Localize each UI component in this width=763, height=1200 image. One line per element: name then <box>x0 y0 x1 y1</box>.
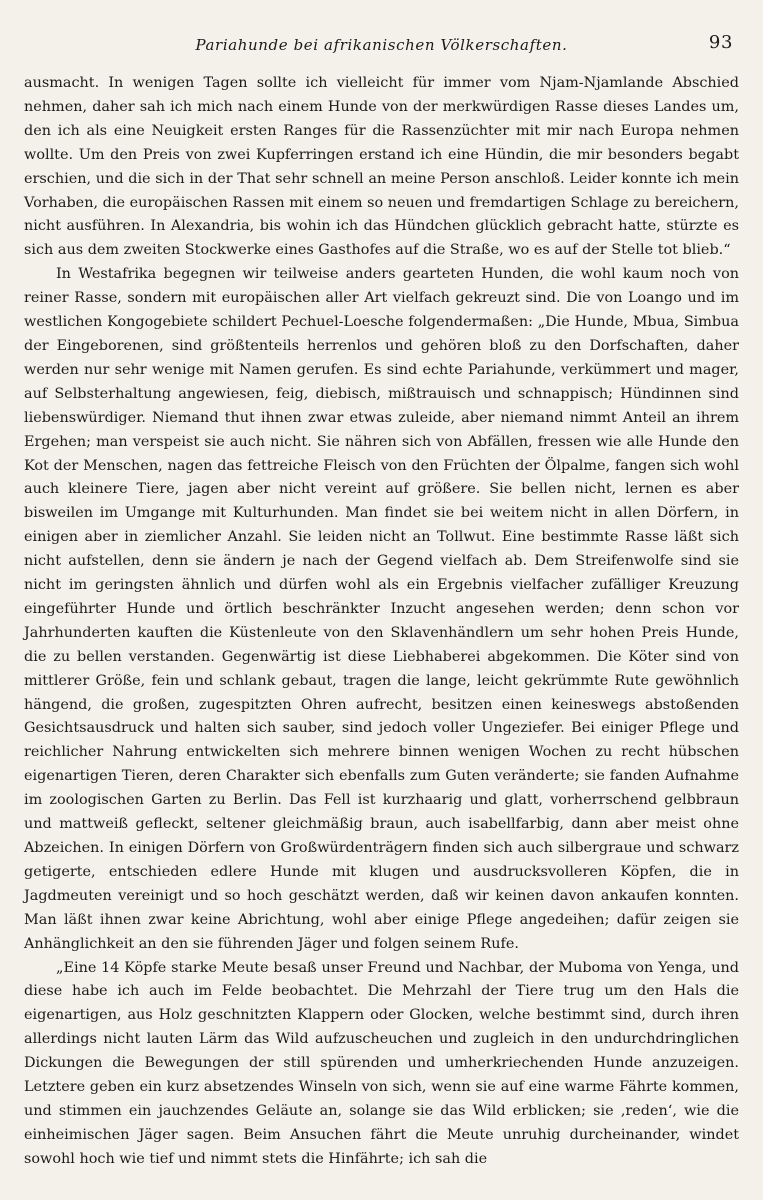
page-header <box>24 30 739 60</box>
paragraph-westafrika: In Westafrika begegnen wir teilweise anders gearteten Hunden, die wohl kaum noch von reiner Rasse, sondern mit europäischen aller Art vielfach gekreuzt sind. Die von Loango und im westlichen Kongogebiete schildert Pechuel-Loesche folgendermaßen: „Die Hunde, Mbua, Simbua der Eingeborenen, sind größtenteils herrenlos und gehören bloß zu den Dorfschaften, daher werden nur sehr wenige mit Namen gerufen. Es sind echte Pariahunde, verkümmert und mager, auf Selbsterhaltung angewiesen, feig, diebisch, mißtrauisch und schnappisch; Hündinnen sind liebenswürdiger. Niemand thut ihnen zwar etwas zuleide, aber niemand nimmt Anteil an ihrem Ergehen; man verspeist sie auch nicht. Sie nähren sich von Abfällen, fressen wie alle Hunde den Kot der Menschen, nagen das fettreiche Fleisch von den Früchten der Ölpalme, fangen sich wohl auch kleinere Tiere, jagen aber nicht vereint auf größere. Sie bellen nicht, lernen es aber bisweilen im Umgange mit Kulturhunden. Man findet sie bei weitem nicht in allen Dörfern, in einigen aber in ziemlicher Anzahl. Sie leiden nicht an Tollwut. Eine bestimmte Rasse läßt sich nicht aufstellen, denn sie ändern je nach der Gegend vielfach ab. Dem Streifenwolfe sind sie nicht im geringsten ähnlich und dürfen wohl als ein Ergebnis vielfacher zufälliger Kreuzung eingeführter Hunde und örtlich beschränkter Inzucht angesehen werden; denn schon vor Jahrhunderten kauften die Küstenleute von den Sklavenhändlern um sehr hohen Preis Hunde, die zu bellen verstanden. Gegenwärtig ist diese Liebhaberei abgekommen. Die Köter sind von mittlerer Größe, fein und schlank gebaut, tragen die lange, leicht gekrümmte Rute gewöhnlich hängend, die großen, zugespitzten Ohren aufrecht, besitzen einen keineswegs abstoßenden Gesichtsausdruck und halten sich sauber, sind jedoch voller Ungeziefer. Bei einiger Pflege und reichlicher Nahrung entwickelten sich mehrere binnen wenigen Wochen zu recht hübschen eigenartigen Tieren, deren Charakter sich ebenfalls zum Guten veränderte; sie fanden Aufnahme im zoologischen Garten zu Berlin. Das Fell ist kurzhaarig und glatt, vorherrschend gelbbraun und mattweiß gefleckt, seltener gleichmäßig braun, auch isabellfarbig, dann aber meist ohne Abzeichen. In einigen Dörfern von Großwürdenträgern finden sich auch silbergraue und schwarz getigerte, entschieden edlere Hunde mit klugen und ausdrucksvolleren Köpfen, die in Jagdmeuten vereinigt und so hoch geschätzt werden, daß wir keinen davon ankaufen konnten. Man läßt ihnen zwar keine Abrichtung, wohl aber einige Pflege angedeihen; dafür zeigen sie Anhänglichkeit an den sie führenden Jäger und folgen seinem Rufe. <box>24 266 739 952</box>
body-text <box>24 72 739 1172</box>
page-number: 93 <box>708 32 733 53</box>
running-title: Pariahunde bei afrikanischen Völkerschaften. <box>195 36 568 54</box>
paragraph-continuation: ausmacht. In wenigen Tagen sollte ich vielleicht für immer vom Njam-Njamlande Abschied nehmen, daher sah ich mich nach einem Hunde von der merkwürdigen Rasse dieses Landes um, den ich als eine Neuigkeit ersten Ranges für die Rassenzüchter mit mir nach Europa nehmen wollte. Um den Preis von zwei Kupferringen erstand ich eine Hündin, die mir besonders begabt erschien, und die sich in der That sehr schnell an meine Person anschloß. Leider konnte ich mein Vorhaben, die europäischen Rassen mit einem so neuen und fremdartigen Schlage zu bereichern, nicht ausführen. In Alexandria, bis wohin ich das Hündchen glücklich gebracht hatte, stürzte es sich aus dem zweiten Stockwerke eines Gasthofes auf die Straße, wo es auf der Stelle tot blieb.“ <box>24 75 739 259</box>
paragraph-meute: „Eine 14 Köpfe starke Meute besaß unser Freund und Nachbar, der Muboma von Yenga, und diese habe ich auch im Felde beobachtet. Die Mehrzahl der Tiere trug um den Hals die eigenartigen, aus Holz geschnitzten Klappern oder Glocken, welche bestimmt sind, durch ihren allerdings nicht lauten Lärm das Wild aufzuscheuchen und zugleich in den undurchdringlichen Dickungen die Bewegungen der still spürenden und umherkriechenden Hunde anzuzeigen. Letztere geben ein kurz absetzendes Winseln von sich, wenn sie auf eine warme Fährte kommen, und stimmen ein jauchzendes Geläute an, solange sie das Wild erblicken; sie ‚reden‘, wie die einheimischen Jäger sagen. Beim Ansuchen fährt die Meute unruhig durcheinander, windet sowohl hoch wie tief und nimmt stets die Hinfährte; ich sah die <box>24 959 739 1167</box>
